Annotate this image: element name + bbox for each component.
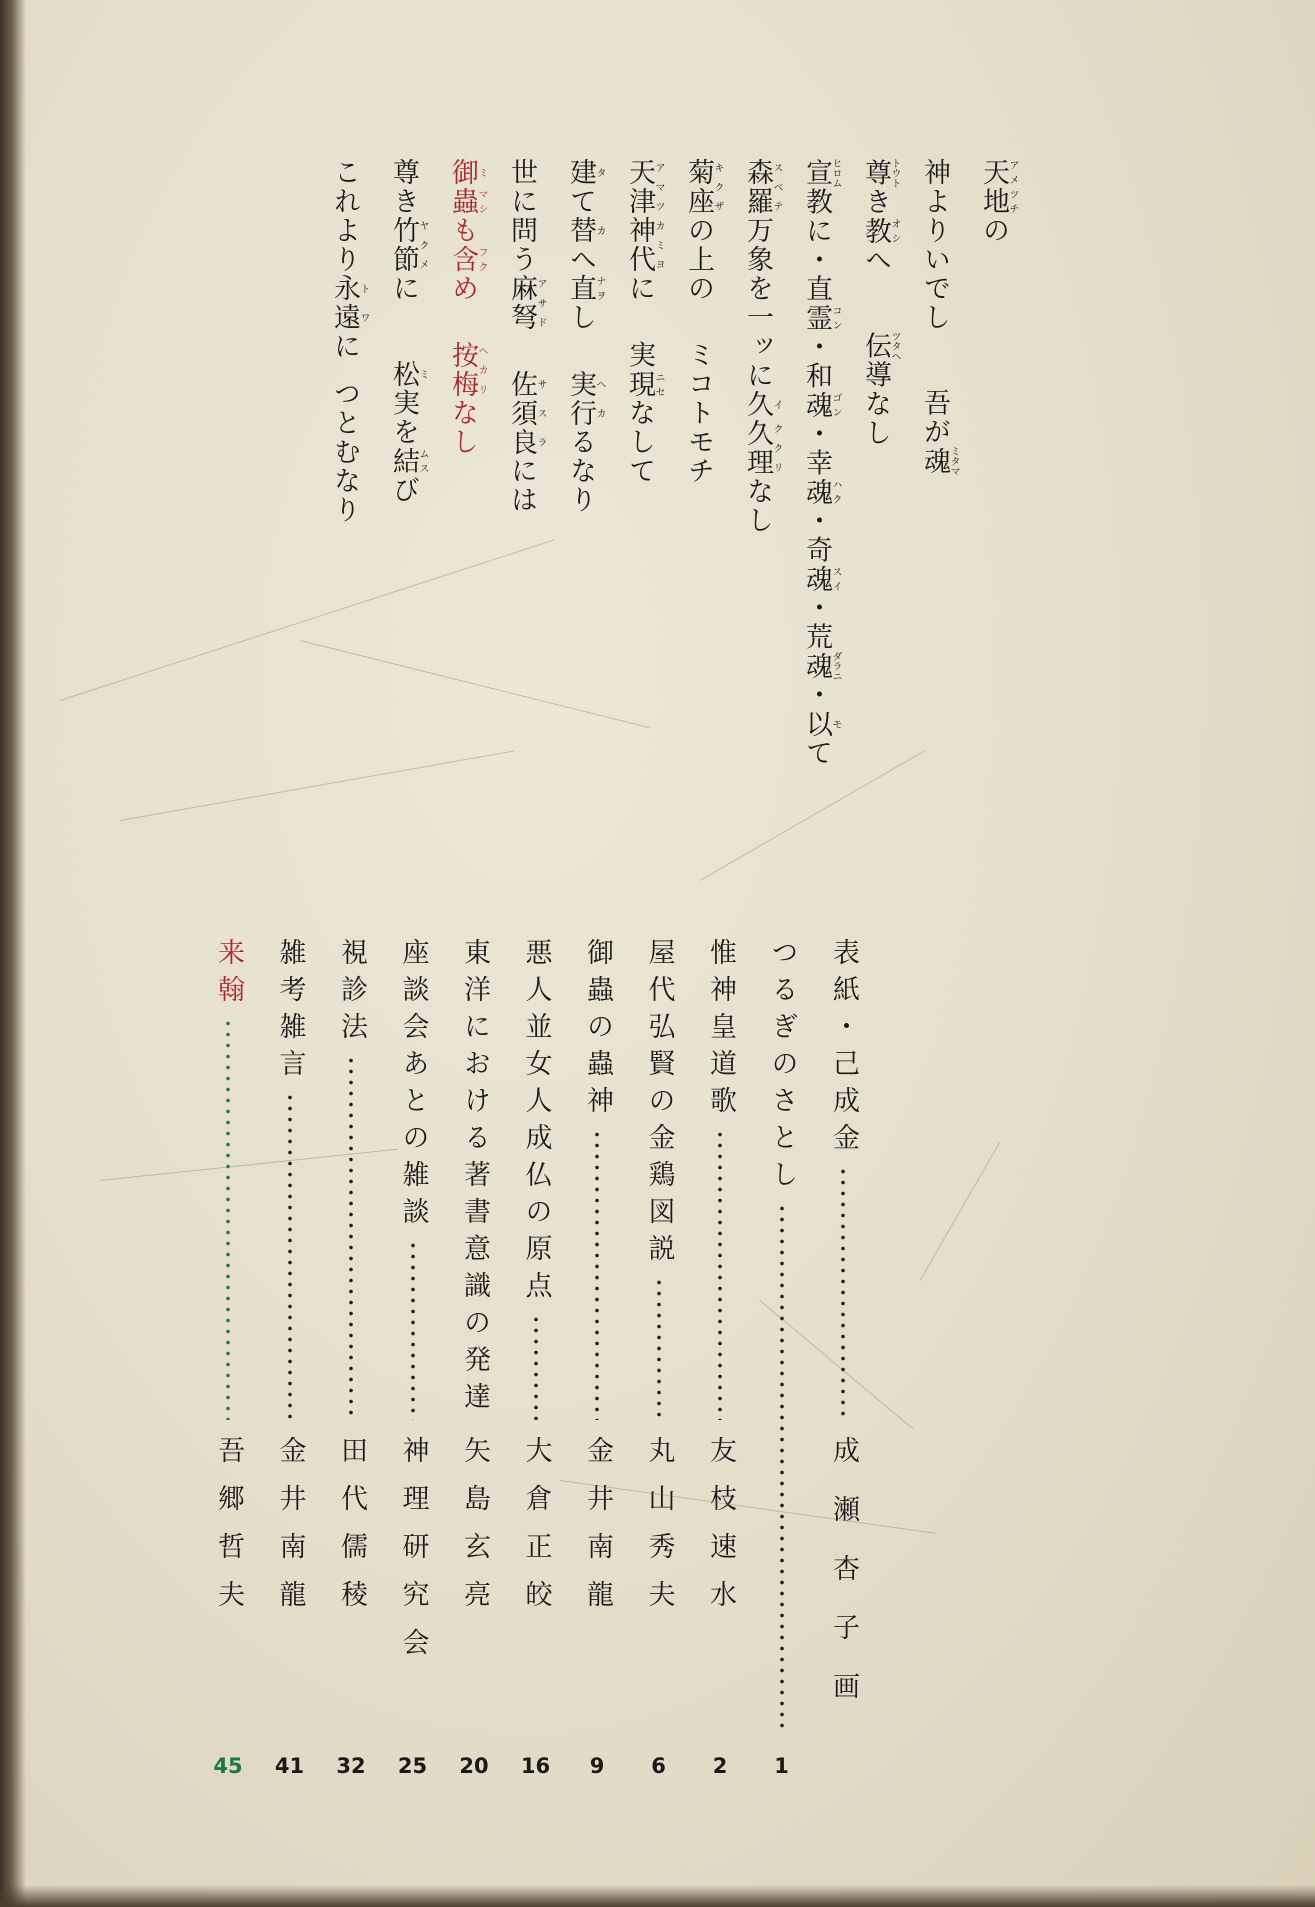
poem-text: へ	[860, 245, 891, 275]
poem-text: るなり	[565, 427, 596, 515]
ruby-reading: ヘカ	[594, 369, 605, 428]
toc-title: 雑考雑言	[274, 938, 306, 1086]
toc-title: 表紙・己成金	[828, 938, 859, 1160]
toc-page-number: 20	[459, 1754, 489, 1778]
poem-line	[386, 158, 428, 505]
ruby-word	[506, 274, 546, 332]
ruby-word	[447, 245, 487, 274]
toc-leader-dots	[657, 1277, 661, 1420]
ruby-reading: スイ	[830, 564, 841, 594]
ruby-word	[860, 216, 900, 246]
poem-text: に	[388, 274, 419, 303]
toc-author: 友枝速水	[705, 1436, 736, 1628]
paper-scratch	[300, 640, 650, 728]
paper-scratch	[560, 1480, 936, 1534]
ruby-reading: フク	[476, 245, 487, 274]
toc-leader-dots	[595, 1129, 599, 1420]
ruby-word	[388, 446, 428, 476]
ruby-word	[447, 158, 487, 187]
paper-scratch	[700, 750, 926, 881]
ruby-word	[801, 564, 841, 594]
toc-leader-dots	[718, 1129, 722, 1420]
ruby-base: 結	[388, 446, 419, 476]
ruby-reading: ナヲ	[594, 274, 605, 303]
ruby-word	[329, 274, 369, 332]
ruby-base: 以	[801, 709, 832, 739]
toc-leader-dots	[534, 1314, 538, 1420]
toc-page-number: 41	[274, 1754, 305, 1778]
poem-text: なし	[742, 477, 773, 535]
ruby-word	[388, 216, 428, 274]
poem-line	[740, 158, 782, 535]
ruby-word	[801, 709, 841, 739]
ruby-base: 魂	[801, 564, 832, 594]
poem-text: これより	[329, 158, 360, 274]
ruby-base: 御	[447, 158, 478, 187]
ruby-word	[565, 158, 605, 187]
toc-page-number: 1	[774, 1754, 789, 1778]
ruby-reading: マシ	[476, 187, 487, 216]
poem-text: へ	[565, 245, 596, 274]
toc-title: 座談会あとの雑談	[397, 938, 429, 1234]
ruby-word	[447, 340, 487, 399]
ruby-reading: ハク	[830, 477, 841, 507]
paper-scratch	[120, 751, 514, 821]
poem-text: の上の	[683, 216, 714, 303]
toc-title: 悪人並女人成仏の原点	[520, 938, 552, 1308]
poem-text: の	[978, 216, 1009, 245]
poem-text: 導なし	[860, 360, 891, 448]
ruby-word	[447, 187, 487, 216]
ruby-reading: ムス	[417, 446, 428, 476]
poem-text: には	[506, 456, 537, 515]
ruby-reading: ヘカリ	[476, 340, 487, 399]
ruby-reading: キクザ	[712, 158, 723, 216]
ruby-reading: オシ	[889, 216, 900, 246]
ruby-reading: アサド	[535, 274, 546, 332]
ruby-word	[565, 369, 605, 428]
toc-author: 丸山秀夫	[643, 1436, 675, 1628]
toc-author: 金井南龍	[582, 1436, 613, 1628]
toc-page-number: 25	[397, 1754, 428, 1778]
toc-author: 金井南龍	[274, 1436, 306, 1628]
poem-text: 教に・直	[801, 187, 832, 304]
ruby-word	[565, 216, 605, 245]
ruby-word	[860, 331, 900, 362]
poem-text: に	[329, 332, 360, 361]
toc-page-number: 9	[589, 1754, 605, 1778]
toc-title: 屋代弘賢の金鶏図説	[643, 938, 675, 1271]
paper-scratch	[100, 1149, 398, 1181]
ruby-base: 実行	[565, 369, 596, 428]
toc-title: 惟神皇道歌	[705, 938, 736, 1123]
ruby-word	[742, 390, 782, 419]
ruby-reading: ツタヘ	[889, 331, 900, 362]
ruby-reading: スベテ	[771, 158, 782, 216]
toc-author: 成瀬杏子画	[828, 1436, 859, 1731]
poem-line	[681, 158, 723, 486]
ruby-base: 久	[742, 390, 773, 419]
ruby-reading: タ	[594, 158, 605, 187]
ruby-word	[978, 158, 1018, 216]
ruby-reading: ダラニ	[830, 651, 841, 681]
ruby-base: 森羅	[742, 158, 773, 216]
poem-text: 尊き	[388, 158, 419, 216]
poem-text: し	[565, 303, 596, 332]
toc-leader-dots	[226, 1018, 230, 1420]
ruby-reading: アメツチ	[1007, 158, 1018, 216]
toc-page-number: 45	[213, 1754, 243, 1778]
ruby-base: 現	[624, 369, 655, 399]
ruby-base: 久理	[742, 419, 773, 477]
ruby-word	[860, 158, 900, 188]
ruby-base: 魂	[919, 446, 950, 477]
ruby-reading: ニセ	[653, 369, 664, 399]
ruby-word	[565, 274, 605, 303]
ruby-reading: アマツカミヨ	[653, 158, 664, 274]
poem-line	[504, 158, 546, 515]
toc-author: 田代儒稜	[336, 1436, 367, 1628]
poem-line	[622, 158, 664, 486]
ruby-base: 麻弩	[506, 274, 537, 332]
poem-text: ・荒	[801, 593, 832, 652]
ruby-base: 含	[447, 245, 478, 274]
ruby-word	[683, 158, 723, 216]
poem-text: て	[565, 187, 596, 216]
ruby-base: 天津神代	[624, 158, 655, 274]
ruby-base: 直	[565, 274, 596, 303]
poem-line	[327, 158, 369, 525]
ruby-base: 宣	[801, 158, 832, 188]
toc-leader-dots	[411, 1240, 415, 1420]
ruby-base: 替	[565, 216, 596, 245]
ruby-base: 魂	[801, 477, 832, 507]
ruby-reading: トウト	[889, 158, 900, 188]
toc-title: つるぎのさとし	[766, 938, 798, 1197]
ruby-word	[801, 651, 841, 681]
poem-text: 世に問う	[506, 158, 537, 274]
ruby-base: 按梅	[447, 340, 478, 399]
ruby-word	[624, 369, 664, 399]
poem-text: なし	[447, 398, 478, 457]
ruby-reading: ミ	[476, 158, 487, 187]
paper-scratch	[920, 1142, 1001, 1281]
ruby-word	[801, 477, 841, 507]
ruby-base: 竹節	[388, 216, 419, 274]
poem-line	[563, 158, 605, 515]
toc-author: 大倉正皎	[520, 1436, 552, 1628]
ruby-reading: サスラ	[535, 369, 546, 457]
poem-line	[976, 158, 1018, 245]
ruby-reading: トワ	[358, 274, 369, 332]
poem-text: 神よりいでし	[919, 158, 950, 332]
ruby-word	[801, 158, 841, 188]
ruby-reading: イ	[771, 390, 782, 419]
toc-leader-dots	[780, 1203, 784, 1734]
ruby-base: 佐須良	[506, 369, 537, 457]
ruby-reading: ヤクメ	[417, 216, 428, 274]
poem-text: 吾が	[919, 388, 950, 447]
poem-text: つとむなり	[329, 379, 360, 525]
toc-page-number: 32	[336, 1754, 366, 1778]
poem-text: も	[447, 216, 478, 245]
poem-text: ミコトモチ	[683, 340, 714, 486]
ruby-word	[742, 419, 782, 477]
toc-leader-dots	[841, 1166, 845, 1420]
poem-text: 実を	[388, 388, 419, 447]
ruby-reading: ゴン	[830, 390, 841, 420]
ruby-word	[801, 390, 841, 420]
ruby-word	[506, 369, 546, 457]
ruby-base: 教	[860, 216, 891, 246]
ruby-reading: モ	[830, 709, 841, 739]
poem-line	[445, 158, 487, 457]
poem-text: て	[801, 738, 832, 768]
toc-leader-dots	[349, 1055, 353, 1420]
ruby-base: 蟲	[447, 187, 478, 216]
ruby-base: 伝	[860, 331, 891, 362]
poem-text: 万象を一ッに	[742, 216, 773, 390]
poem-text: ・奇	[801, 506, 832, 565]
toc-title: 東洋における著書意識の発達	[459, 938, 490, 1419]
poem-text: び	[388, 475, 419, 505]
poem-text: ・	[801, 680, 832, 710]
poem-text: ・和	[801, 332, 832, 391]
poem-text: 実	[624, 340, 655, 370]
ruby-base: 菊座	[683, 158, 714, 216]
toc-author: 吾郷哲夫	[213, 1436, 244, 1628]
ruby-base: 霊	[801, 303, 832, 333]
ruby-word	[919, 446, 959, 477]
ruby-base: 尊	[860, 158, 891, 188]
ruby-base: 天地	[978, 158, 1009, 216]
poem-line	[858, 158, 900, 448]
poem-text: ・幸	[801, 419, 832, 478]
poem-line	[917, 158, 959, 476]
ruby-reading: ククリ	[771, 419, 782, 477]
toc-page-number: 16	[520, 1754, 551, 1778]
ruby-base: 魂	[801, 651, 832, 681]
ruby-base: 魂	[801, 390, 832, 420]
toc-title: 御蟲の蟲神	[582, 938, 613, 1123]
ruby-word	[742, 158, 782, 216]
toc-page-number: 2	[712, 1754, 728, 1778]
poem-text: き	[860, 187, 891, 217]
poem-text: に	[624, 274, 655, 303]
poem-text: め	[447, 274, 478, 303]
ruby-reading: ヒロム	[830, 158, 841, 188]
ruby-base: 松	[388, 359, 419, 389]
toc-author: 神理研究会	[397, 1436, 429, 1676]
poem-text: なして	[624, 398, 655, 486]
ruby-reading: コン	[830, 303, 841, 333]
toc-author: 矢島玄亮	[459, 1436, 490, 1628]
toc-title: 来翰	[213, 938, 244, 1012]
ruby-reading: ミタマ	[948, 446, 959, 477]
ruby-base: 建	[565, 158, 596, 187]
toc-page-number: 6	[651, 1754, 666, 1778]
ruby-reading: ミ	[417, 359, 428, 389]
ruby-base: 永遠	[329, 274, 360, 332]
toc-leader-dots	[288, 1092, 292, 1420]
ruby-word	[801, 303, 841, 333]
paper-scratch	[60, 539, 555, 701]
poem-line	[799, 158, 841, 768]
ruby-reading: カ	[594, 216, 605, 245]
ruby-word	[624, 158, 664, 274]
toc-title: 視診法	[336, 938, 367, 1049]
ruby-word	[388, 359, 428, 389]
